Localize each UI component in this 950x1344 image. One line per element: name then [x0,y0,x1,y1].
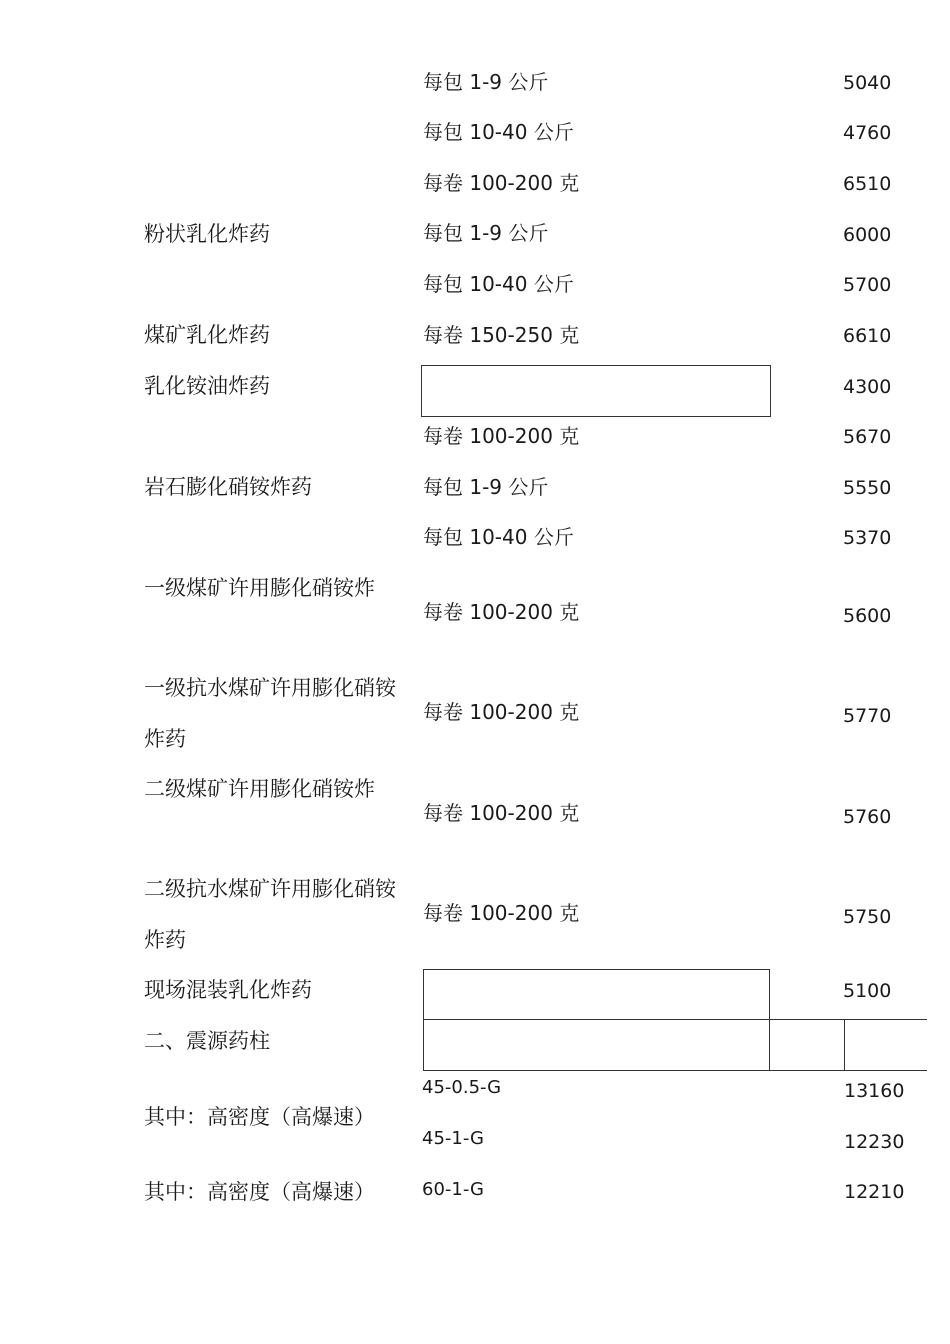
empty-spec-box [421,365,771,417]
price-cell: 5760 [843,806,892,828]
grid-line [423,969,770,970]
spec-cell: 每卷 100-200 克 [423,700,580,724]
spec-cell: 每包 10-40 公斤 [423,120,574,144]
price-cell: 5750 [843,906,892,928]
spec-cell: 每包 10-40 公斤 [423,272,574,296]
product-name: 岩石膨化硝铵炸药 [144,475,312,499]
spec-cell: 每包 1-9 公斤 [423,221,549,245]
spec-cell: 每卷 100-200 克 [423,801,580,825]
product-name: 现场混装乳化炸药 [144,978,312,1002]
spec-cell: 45-0.5-G [422,1077,502,1098]
section-heading: 二、震源药柱 [144,1029,270,1053]
grid-line [423,1019,927,1020]
spec-cell: 每卷 100-200 克 [423,424,580,448]
price-cell: 12230 [844,1131,905,1153]
product-name: 一级抗水煤矿许用膨化硝铵炸药 [144,676,396,751]
price-cell: 4760 [843,122,892,144]
spec-cell: 45-1-G [422,1128,484,1149]
product-name: 其中：高密度（高爆速） [144,1180,375,1204]
price-cell: 4300 [843,376,892,398]
grid-line [844,1019,845,1070]
grid-line [769,969,770,1070]
product-name: 二级抗水煤矿许用膨化硝铵炸药 [144,877,396,952]
grid-line [423,1070,927,1071]
price-cell: 5600 [843,605,892,627]
grid-line [423,969,424,1070]
product-name: 粉状乳化炸药 [144,222,270,246]
spec-cell: 60-1-G [422,1179,484,1200]
product-name: 其中：高密度（高爆速） [144,1105,375,1129]
product-name: 乳化铵油炸药 [144,374,270,398]
price-cell: 6510 [843,173,892,195]
price-cell: 12210 [844,1181,905,1203]
price-cell: 6610 [843,325,892,347]
spec-cell: 每卷 100-200 克 [423,171,580,195]
price-cell: 5550 [843,477,892,499]
price-cell: 13160 [844,1080,905,1102]
product-name: 煤矿乳化炸药 [144,323,270,347]
price-cell: 5040 [843,72,892,94]
price-cell: 5670 [843,426,892,448]
product-name: 二级煤矿许用膨化硝铵炸 [144,777,375,801]
product-name: 一级煤矿许用膨化硝铵炸 [144,576,375,600]
spec-cell: 每卷 100-200 克 [423,901,580,925]
price-cell: 5770 [843,705,892,727]
spec-cell: 每卷 100-200 克 [423,600,580,624]
spec-cell: 每包 1-9 公斤 [423,70,549,94]
spec-cell: 每卷 150-250 克 [423,323,580,347]
spec-cell: 每包 1-9 公斤 [423,475,549,499]
price-cell: 6000 [843,224,892,246]
price-cell: 5370 [843,527,892,549]
price-cell: 5700 [843,274,892,296]
price-cell: 5100 [843,980,892,1002]
spec-cell: 每包 10-40 公斤 [423,525,574,549]
